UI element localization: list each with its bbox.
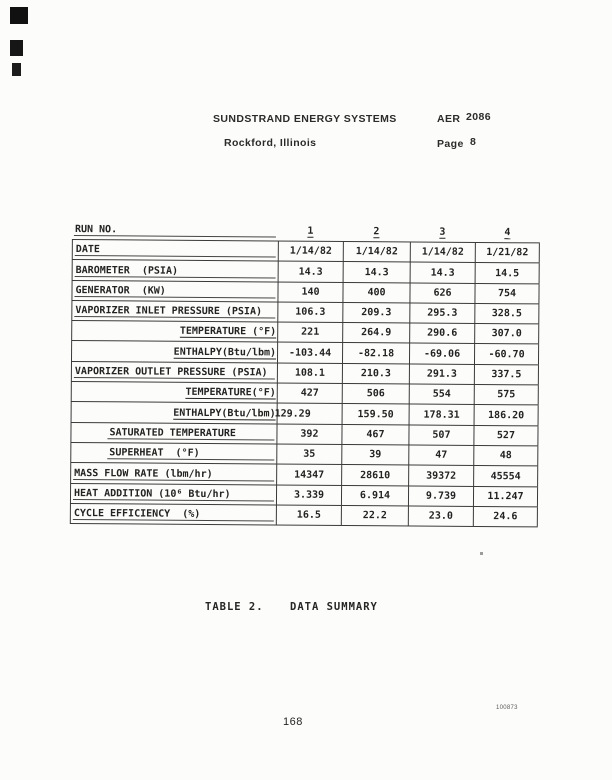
footer-page-number: 168 [283,716,303,728]
cell: 23.0 [408,506,473,526]
table-row-cycle-efficiency [70,504,538,528]
cell: 295.3 [409,303,474,323]
row-label-cell: TEMPERATURE (°F) [71,321,277,342]
cell: -69.06 [409,344,474,364]
cell: -60.70 [474,344,539,364]
cell: 554 [409,385,474,405]
cell: 108.1 [277,363,342,383]
cell: 210.3 [342,364,409,384]
doc-code-label: AER [437,113,461,125]
table-caption-label: TABLE 2. [205,601,264,613]
cell: 506 [342,384,409,404]
cell: 221 [277,323,342,343]
document-stamp: 100873 [496,705,518,711]
cell: 290.6 [409,324,474,344]
run-no-label-cell [72,224,278,241]
cell: 1/14/82 [278,242,343,262]
scan-speck [480,552,483,555]
cell: 48 [473,446,538,466]
cell: 3.339 [276,485,341,505]
scan-artifact [10,40,23,56]
row-label-cell: SUPERHEAT (°F) [70,443,276,464]
cell: 159.50 [342,404,409,424]
cell: 328.5 [474,304,539,324]
cell: 129.29 [277,404,342,424]
row-label-cell: VAPORIZER OUTLET PRESSURE (PSIA) [71,362,277,383]
cell: 140 [277,282,342,302]
row-label-cell: CYCLE EFFICIENCY (%) [70,504,276,525]
cell: 178.31 [409,405,474,425]
cell: 39 [341,445,408,465]
cell: 9.739 [408,486,473,506]
doc-code-value: 2086 [466,111,491,123]
cell: 392 [276,424,341,444]
cell: 427 [277,384,342,404]
company-location: Rockford, Illinois [224,137,317,149]
cell: 35 [276,444,341,464]
row-label-cell: DATE [72,240,278,261]
cell: 11.247 [473,487,538,507]
cell: 1/21/82 [475,243,540,263]
cell: 467 [341,425,408,445]
cell: -103.44 [277,343,342,363]
cell: 337.5 [474,365,539,385]
cell: 14.5 [475,263,540,283]
row-label-cell: TEMPERATURE(°F) [71,382,277,403]
underline-fill [74,235,276,237]
row-label-cell: ENTHALPY(Btu/lbm) [71,402,277,423]
row-label-cell: BAROMETER (PSIA) [72,260,278,281]
cell: 507 [408,425,473,445]
cell: 24.6 [473,507,538,527]
page-label: Page [437,138,464,150]
run-no-col: 3 [439,226,446,238]
run-no-col: 2 [373,226,380,238]
cell: 14.3 [278,262,343,282]
cell: 209.3 [342,303,409,323]
row-label-cell: GENERATOR (KW) [71,281,277,302]
data-table [70,224,540,528]
row-label-cell: HEAT ADDITION (10⁶ Btu/hr) [70,484,276,505]
cell: 527 [473,426,538,446]
cell: 16.5 [276,505,341,525]
company-name: SUNDSTRAND ENERGY SYSTEMS [213,113,397,125]
cell: 754 [474,284,539,304]
cell: 186.20 [474,405,539,425]
cell: 575 [474,385,539,405]
cell: 22.2 [341,506,408,526]
scan-artifact [10,7,28,24]
cell: 400 [342,283,409,303]
cell: 1/14/82 [410,242,475,262]
cell: 291.3 [409,364,474,384]
cell: 47 [408,445,473,465]
cell: 626 [409,283,474,303]
cell: 6.914 [341,486,408,506]
cell: 307.0 [474,324,539,344]
cell: 264.9 [342,323,409,343]
row-label-cell: MASS FLOW RATE (lbm/hr) [70,463,276,484]
cell: 14.3 [410,263,475,283]
run-no-col: 4 [504,227,511,239]
table-body [70,240,540,528]
cell: 1/14/82 [343,242,410,262]
row-label-cell: ENTHALPY(Btu/lbm) [71,341,277,362]
row-label-cell: SATURATED TEMPERATURE [70,423,276,444]
cell: 14.3 [343,262,410,282]
scan-artifact [12,63,21,76]
cell: -82.18 [342,343,409,363]
row-label-cell: VAPORIZER INLET PRESSURE (PSIA) [71,301,277,322]
cell: 28610 [341,465,408,485]
cell: 106.3 [277,302,342,322]
run-no-label: RUN NO. [74,224,118,236]
run-no-col: 1 [307,225,314,237]
page-value: 8 [470,136,477,148]
cell: 14347 [276,465,341,485]
cell: 39372 [408,466,473,486]
cell: 45554 [473,466,538,486]
table-caption-title: DATA SUMMARY [290,601,378,613]
